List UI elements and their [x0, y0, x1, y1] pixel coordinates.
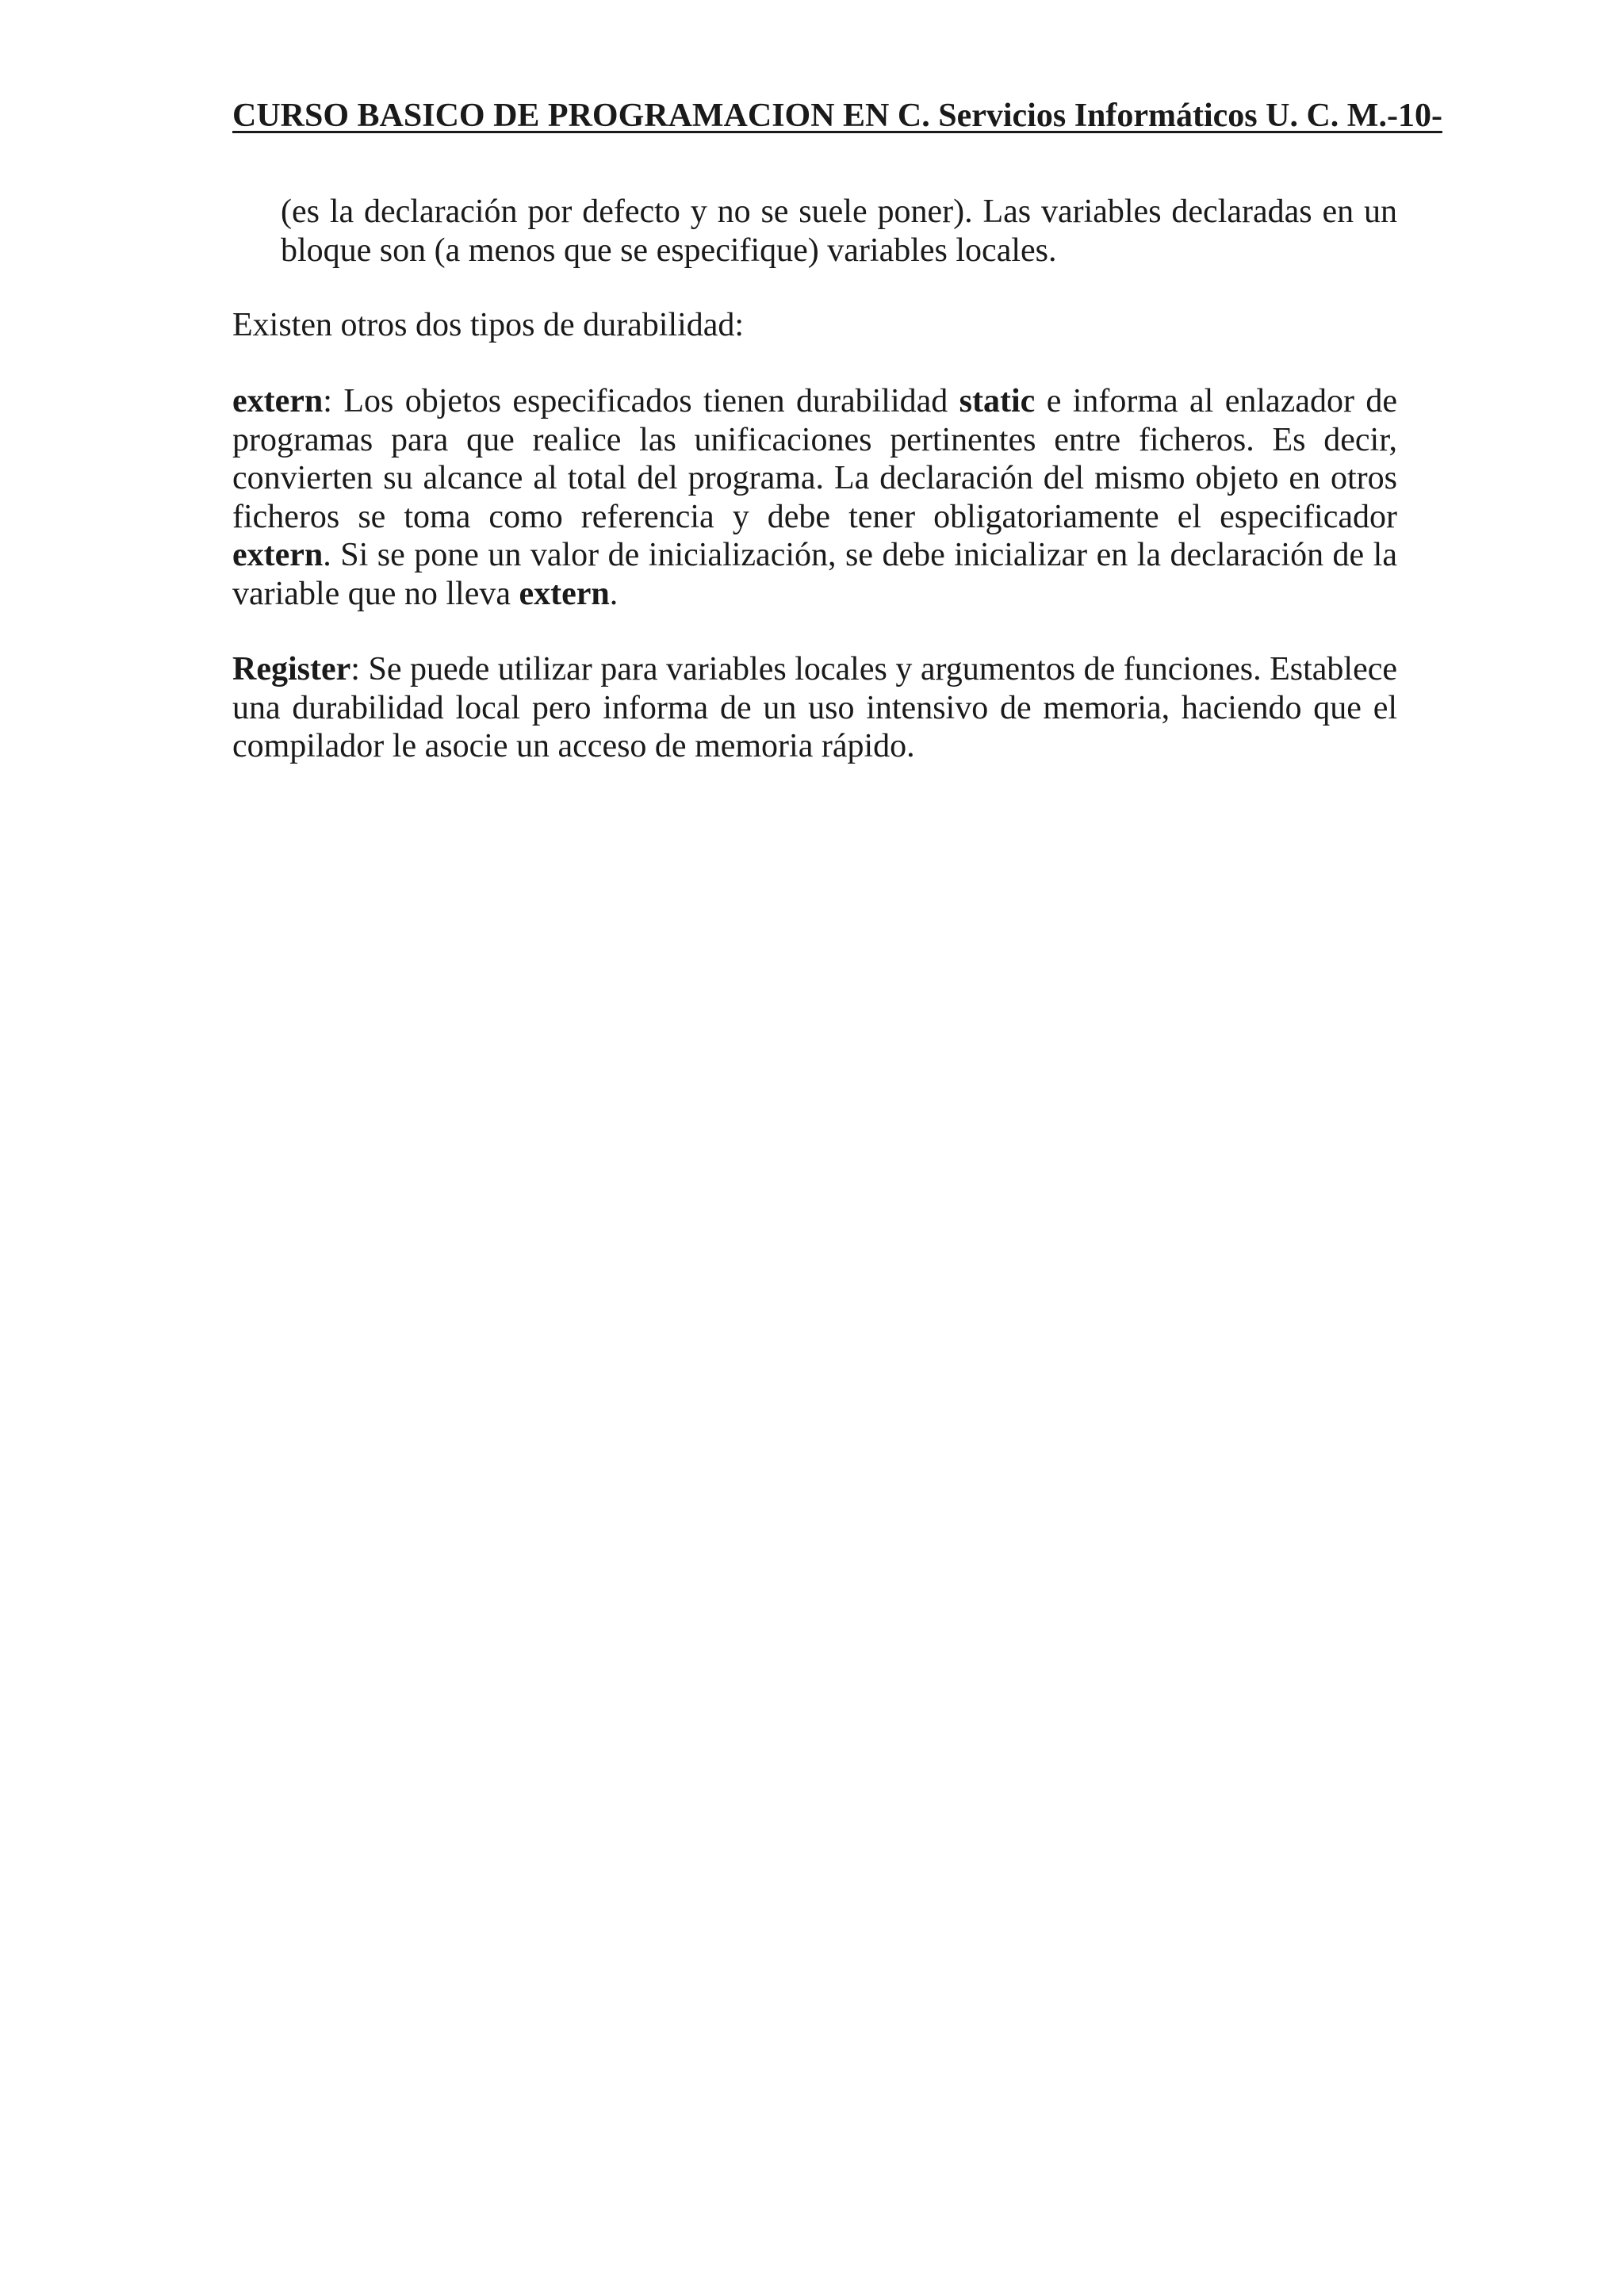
- extern-text-2: e informa al enlazador de programas para que realice las unificaciones pertinentes entre ficheros. Es decir, convierten su alcance al total del programa. La declaración del mismo objeto en otros ficheros se toma como referencia y debe tener obligatoriamente el especificador: [232, 383, 1397, 535]
- term-register: Register: [232, 651, 351, 687]
- extern-text-1: : Los objetos especificados tienen durabilidad: [323, 383, 959, 419]
- extern-text-4: .: [609, 575, 619, 612]
- paragraph-extern: [232, 382, 1397, 613]
- extern-text-3: . Si se pone un valor de inicialización, se debe inicializar en la declaración de la variable que no lleva: [232, 537, 1397, 612]
- paragraph-other-types: Existen otros dos tipos de durabilidad:: [232, 307, 745, 343]
- page-header: CURSO BASICO DE PROGRAMACION EN C. Servicios Informáticos U. C. M.-10-: [232, 98, 1442, 134]
- keyword-static: static: [959, 383, 1036, 419]
- paragraph-register: [232, 650, 1397, 766]
- keyword-extern: extern: [232, 537, 324, 573]
- paragraph-auto-continuation: (es la declaración por defecto y no se suele poner). Las variables declaradas en un bloque son (a menos que se especifique) variables locales.: [281, 193, 1397, 269]
- term-extern: extern: [232, 383, 324, 419]
- keyword-extern-2: extern: [519, 575, 610, 612]
- register-text: : Se puede utilizar para variables locales y argumentos de funciones. Establece una durabilidad local pero informa de un uso intensivo de memoria, haciendo que el compilador le asocie un acceso de memoria rápido.: [232, 651, 1397, 764]
